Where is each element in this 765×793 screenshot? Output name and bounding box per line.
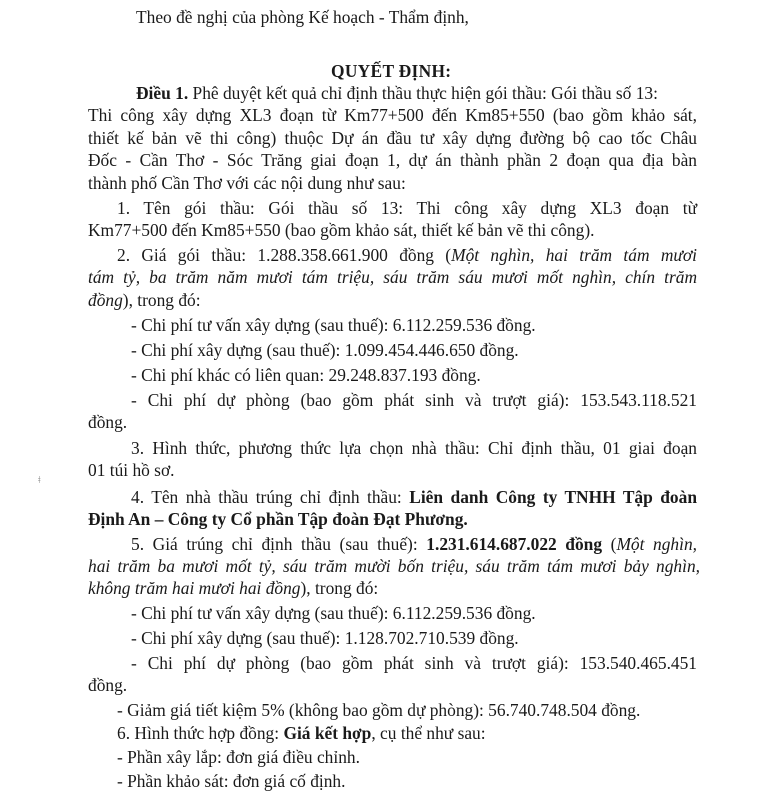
decision-heading: QUYẾT ĐỊNH:: [331, 61, 452, 81]
item6-line1: 6. Hình thức hợp đồng: Giá kết hợp, cụ thể như sau:: [117, 723, 486, 743]
item5-line3: không trăm hai mươi hai đồng), trong đó:: [88, 578, 379, 598]
article1-label: Điều 1.: [136, 83, 189, 103]
item6-part-construction: - Phần xây lắp: đơn giá điều chỉnh.: [117, 747, 360, 767]
item2-cost-other: - Chi phí khác có liên quan: 29.248.837.193 đồng.: [131, 365, 481, 385]
item2-cost-contingency-end: đồng.: [88, 412, 128, 432]
item5-line1: 5. Giá trúng chỉ định thầu (sau thuế): 1.231.614.687.022 đồng (Một nghìn,: [131, 534, 698, 554]
item2-line2: tám tỷ, ba trăm năm mươi tám triệu, sáu trăm sáu mươi mốt nghìn, chín trăm: [88, 267, 697, 287]
contract-type: Giá kết hợp: [283, 723, 372, 743]
item2-line3: đồng), trong đó:: [88, 290, 201, 310]
item5-cost-construction: - Chi phí xây dựng (sau thuế): 1.128.702.710.539 đồng.: [131, 628, 519, 648]
item6-part-survey: - Phần khảo sát: đơn giá cố định.: [117, 771, 346, 791]
item5-discount: - Giảm giá tiết kiệm 5% (không bao gồm dự phòng): 56.740.748.504 đồng.: [117, 700, 641, 720]
item5-cost-consulting: - Chi phí tư vấn xây dựng (sau thuế): 6.112.259.536 đồng.: [131, 603, 536, 623]
intro-line: Theo đề nghị của phòng Kế hoạch - Thẩm định,: [136, 7, 469, 27]
winning-price: 1.231.614.687.022 đồng: [426, 534, 603, 554]
article1-line2: Thi công xây dựng XL3 đoạn từ Km77+500 đến Km85+550 (bao gồm khảo sát,: [88, 105, 697, 125]
item1-line2: Km77+500 đến Km85+550 (bao gồm khảo sát, thiết kế bản vẽ thi công).: [88, 220, 595, 240]
item3-line2: 01 túi hồ sơ.: [88, 460, 175, 480]
item5-line2: hai trăm ba mươi mốt tỷ, sáu trăm mười bốn triệu, sáu trăm tám mươi bảy nghìn,: [88, 556, 700, 576]
margin-mark: ǂ: [38, 475, 41, 486]
item2-cost-consulting: - Chi phí tư vấn xây dựng (sau thuế): 6.112.259.536 đồng.: [131, 315, 536, 335]
article1-line5: thành phố Cần Thơ với các nội dung như sau:: [88, 173, 406, 193]
item1-line1: 1. Tên gói thầu: Gói thầu số 13: Thi công xây dựng XL3 đoạn từ: [117, 198, 697, 218]
item2-cost-construction: - Chi phí xây dựng (sau thuế): 1.099.454.446.650 đồng.: [131, 340, 519, 360]
item5-cost-contingency: - Chi phí dự phòng (bao gồm phát sinh và trượt giá): 153.540.465.451: [131, 653, 697, 673]
item3-line1: 3. Hình thức, phương thức lựa chọn nhà thầu: Chỉ định thầu, 01 giai đoạn: [131, 438, 697, 458]
article1-line4: Đốc - Cần Thơ - Sóc Trăng giai đoạn 1, dự án thành phần 2 đoạn qua địa bàn: [88, 150, 697, 170]
article1-line3: thiết kế bản vẽ thi công) thuộc Dự án đầu tư xây dựng đường bộ cao tốc Châu: [88, 128, 697, 148]
article1-line1: Điều 1. Phê duyệt kết quả chỉ định thầu thực hiện gói thầu: Gói thầu số 13:: [136, 83, 658, 103]
item2-cost-contingency: - Chi phí dự phòng (bao gồm phát sinh và trượt giá): 153.543.118.521: [131, 390, 697, 410]
item5-cost-contingency-end: đồng.: [88, 675, 128, 695]
contractor-name: Liên danh Công ty TNHH Tập đoàn: [409, 487, 697, 507]
item4-line2: Định An – Công ty Cổ phần Tập đoàn Đạt Phương.: [88, 509, 468, 529]
item4-line1: 4. Tên nhà thầu trúng chỉ định thầu: Liên danh Công ty TNHH Tập đoàn: [131, 487, 697, 507]
item2-line1: 2. Giá gói thầu: 1.288.358.661.900 đồng (Một nghìn, hai trăm tám mươi: [117, 245, 697, 265]
